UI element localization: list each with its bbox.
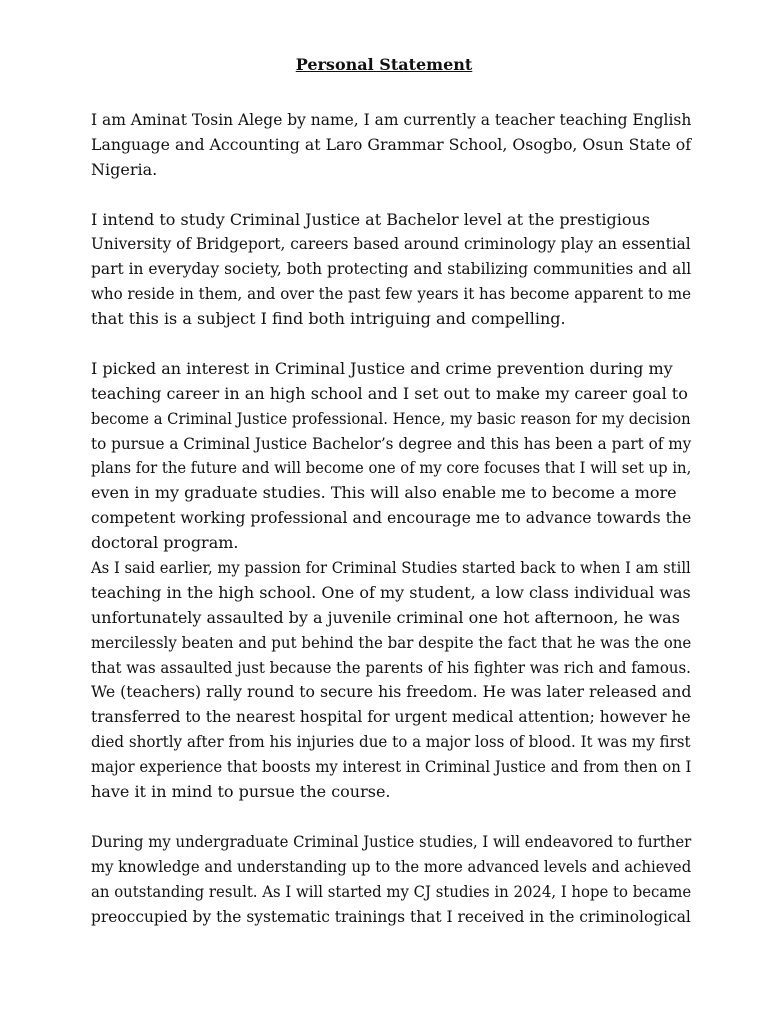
text-line: Language and Accounting at Laro Grammar School, Osogbo, Osun State of: [91, 134, 692, 154]
text-line: to pursue a Criminal Justice Bachelor’s degree and this has been a part of my: [91, 433, 692, 453]
paragraph: [91, 208, 691, 332]
text-line: During my undergraduate Criminal Justice studies, I will endeavored to further: [91, 831, 692, 851]
text-line: preoccupied by the systematic trainings that I received in the criminological: [91, 906, 691, 926]
text-line: part in everyday society, both protecting and stabilizing communities and all: [91, 259, 692, 279]
text-line: that this is a subject I find both intriguing and compelling.: [91, 309, 566, 329]
text-line: I intend to study Criminal Justice at Bachelor level at the prestigious: [91, 209, 650, 229]
text-line: We (teachers) rally round to secure his freedom. He was later released and: [91, 682, 692, 702]
paragraph: [91, 357, 691, 556]
text-line: mercilessly beaten and put behind the bar despite the fact that he was the one: [91, 632, 692, 652]
page-title: Personal Statement: [295, 55, 473, 74]
paragraph-spacer: [91, 332, 691, 357]
text-line: become a Criminal Justice professional. Hence, my basic reason for my decision: [91, 408, 691, 428]
text-line: I picked an interest in Criminal Justice and crime prevention during my: [91, 358, 673, 378]
text-line: even in my graduate studies. This will also enable me to become a more: [91, 483, 677, 503]
paragraph: [91, 830, 691, 930]
paragraph: [91, 108, 691, 183]
paragraph: [91, 556, 691, 805]
text-line: unfortunately assaulted by a juvenile criminal one hot afternoon, he was: [91, 607, 680, 627]
text-line: my knowledge and understanding up to the more advanced levels and achieved: [91, 856, 692, 876]
text-line: plans for the future and will become one of my core focuses that I will set up in,: [91, 458, 692, 478]
text-line: major experience that boosts my interest in Criminal Justice and from then on I: [91, 757, 692, 777]
text-line: transferred to the nearest hospital for urgent medical attention; however he: [91, 707, 691, 727]
text-line: University of Bridgeport, careers based around criminology play an essential: [91, 234, 691, 254]
paragraph-spacer: [91, 805, 691, 830]
text-line: competent working professional and encourage me to advance towards the: [91, 508, 692, 528]
text-line: have it in mind to pursue the course.: [91, 782, 391, 802]
text-line: As I said earlier, my passion for Criminal Studies started back to when I am still: [91, 558, 691, 578]
text-line: died shortly after from his injuries due to a major loss of blood. It was my first: [91, 732, 691, 752]
text-line: teaching in the high school. One of my student, a low class individual was: [91, 582, 691, 602]
text-line: Nigeria.: [91, 159, 158, 179]
text-line: an outstanding result. As I will started my CJ studies in 2024, I hope to became: [91, 881, 692, 901]
document-body: [91, 108, 691, 929]
paragraph-spacer: [91, 183, 691, 208]
text-line: teaching career in an high school and I set out to make my career goal to: [91, 383, 688, 403]
text-line: who reside in them, and over the past few years it has become apparent to me: [91, 284, 692, 304]
text-line: I am Aminat Tosin Alege by name, I am currently a teacher teaching English: [91, 110, 692, 129]
text-line: that was assaulted just because the parents of his fighter was rich and famous.: [91, 657, 691, 677]
text-line: doctoral program.: [91, 533, 239, 553]
